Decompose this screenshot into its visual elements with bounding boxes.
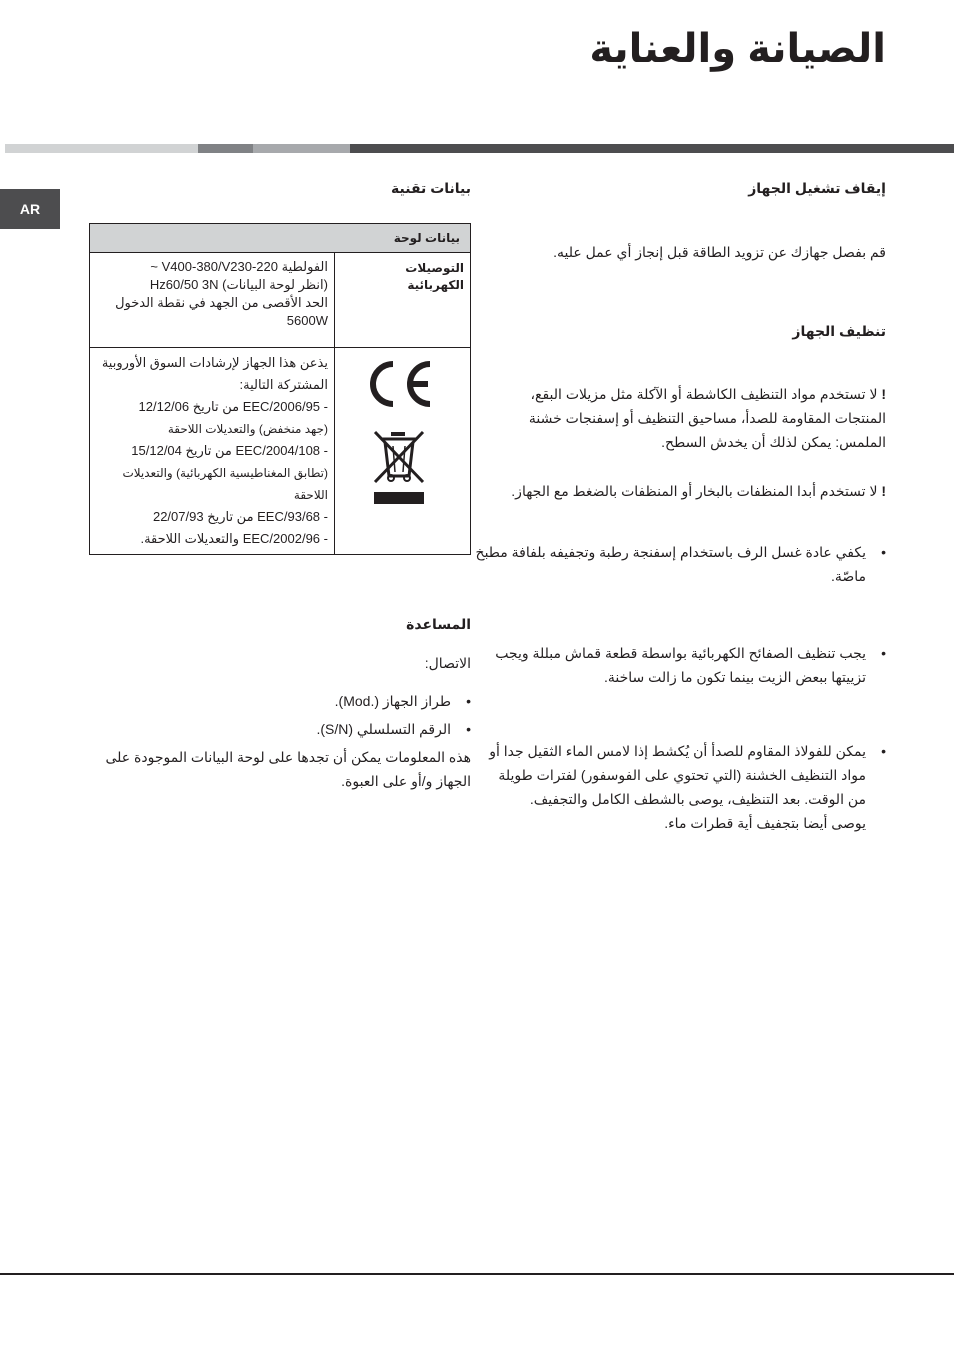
table-divider	[90, 347, 470, 348]
value-line: 5600W	[286, 313, 328, 328]
directives-text	[96, 352, 328, 550]
note-line: الجهاز و/أو على العبوة.	[341, 773, 471, 789]
value-line: الفولطية V400-380/V230-220 ~	[150, 259, 328, 274]
value-line: (انظر لوحة البيانات) Hz60/50 3N	[149, 277, 328, 292]
cleaning-tip-plates	[486, 641, 866, 689]
page-title: الصيانة والعناية	[589, 27, 886, 71]
footer-rule	[0, 1273, 954, 1275]
list-item-line: ماصّة.	[830, 568, 866, 584]
directive-intro-line: يذعن هذا الجهاز لإرشادات السوق الأوروبية	[101, 355, 328, 370]
switch-off-heading: إيقاف تشغيل الجهاز	[748, 180, 886, 196]
warning-line: لا تستخدم أبدا المنظفات بالبخار أو المنظفات بالضغط مع الجهاز.	[511, 483, 878, 499]
directive-note: (تطابق المغناطيسية الكهربائية) والتعديلات اللاحقة	[122, 466, 328, 502]
directive-item: - 2006/95/EEC من تاريخ 12/12/06	[138, 399, 328, 414]
list-item-line: • يمكن للفولاذ المقاوم للصدأ أن يُكشط إذا لامس الماء الثقيل جدا أو	[489, 743, 866, 759]
list-item-line: مواد التنظيف الخشنة (التي تحتوي على الفوسفور) لفترات طويلة	[498, 767, 866, 783]
cleaning-tip-steel	[486, 739, 866, 835]
tech-data-heading: بيانات تقنية	[391, 180, 471, 196]
assistance-note	[91, 745, 471, 793]
warning-line: لا تستخدم مواد التنظيف الكاشطة أو الآكلة مثل مزيلات البقع،	[530, 386, 878, 402]
assistance-list	[151, 689, 451, 741]
list-item-line: • يجب تنظيف الصفائح الكهربائية بواسطة قطعة قماش مبللة ويجب	[495, 645, 866, 661]
electrical-values	[96, 258, 328, 330]
header-bar-seg-4	[350, 144, 954, 153]
warning-no-steam	[486, 479, 886, 503]
header-bar-seg-1	[5, 144, 198, 153]
list-item-line: من الوقت. بعد التنظيف، يوصى بالشطف الكامل والتجفيف.	[529, 791, 866, 807]
assistance-heading: المساعدة	[406, 616, 471, 632]
language-tab: AR	[0, 189, 60, 229]
header-bar-seg-3	[253, 144, 350, 153]
list-item-line: تزييتها ببعض الزيت بينما تكون ما زالت ساخنة.	[603, 669, 866, 685]
list-item	[486, 739, 866, 835]
electrical-label	[342, 260, 464, 294]
directive-item: - 2002/96/EEC والتعديلات اللاحقة.	[140, 531, 328, 546]
directive-item: - 2004/108/EEC من تاريخ 15/12/04	[131, 443, 328, 458]
warning-mark: !	[881, 483, 886, 499]
warning-line: الملمس: يمكن لذلك أن يخدش السطح.	[661, 434, 886, 450]
table-divider	[334, 253, 335, 555]
list-item: • الرقم التسلسلي (S/N).	[151, 717, 451, 741]
list-item-line: يوصى أيضا بتجفيف أية قطرات ماء.	[664, 815, 866, 831]
list-item-line: • يكفي عادة غسل الرف باستخدام إسفنجة رطبة وتجفيفه بلفافة مطبخ	[475, 544, 866, 560]
warning-line: المنتجات المقاومة للصدأ، مساحيق التنظيف أو إسفنجات خشنة	[528, 410, 886, 426]
value-line: الحد الأقصى من الجهد في نقطة الدخول	[115, 295, 328, 310]
warning-mark: !	[881, 386, 886, 402]
label-line: الكهربائية	[407, 278, 464, 292]
directive-intro-line: المشتركة التالية:	[239, 377, 328, 392]
directive-note: (جهد منخفض) والتعديلات اللاحقة	[167, 422, 328, 436]
note-line: هذه المعلومات يمكن أن تجدها على لوحة البيانات الموجودة على	[105, 749, 471, 765]
crossed-bin-icon	[371, 430, 427, 506]
list-item	[475, 540, 866, 588]
ce-mark-icon	[366, 356, 436, 412]
switch-off-text: قم بفصل جهازك عن تزويد الطاقة قبل إنجاز أي عمل عليه.	[553, 244, 886, 260]
cleaning-heading: تنظيف الجهاز	[792, 323, 886, 339]
list-item	[486, 641, 866, 689]
label-line: التوصيلات	[405, 261, 464, 275]
table-header: بيانات لوحة	[90, 224, 470, 253]
tech-data-table	[89, 223, 471, 555]
contact-label: الاتصال:	[424, 655, 471, 671]
cleaning-tip-shelf	[475, 540, 866, 588]
directive-item: - 93/68/EEC من تاريخ 22/07/93	[152, 509, 328, 524]
header-bar-seg-2	[198, 144, 253, 153]
warning-no-abrasives	[486, 382, 886, 454]
list-item: • طراز الجهاز (.Mod).	[151, 689, 451, 713]
